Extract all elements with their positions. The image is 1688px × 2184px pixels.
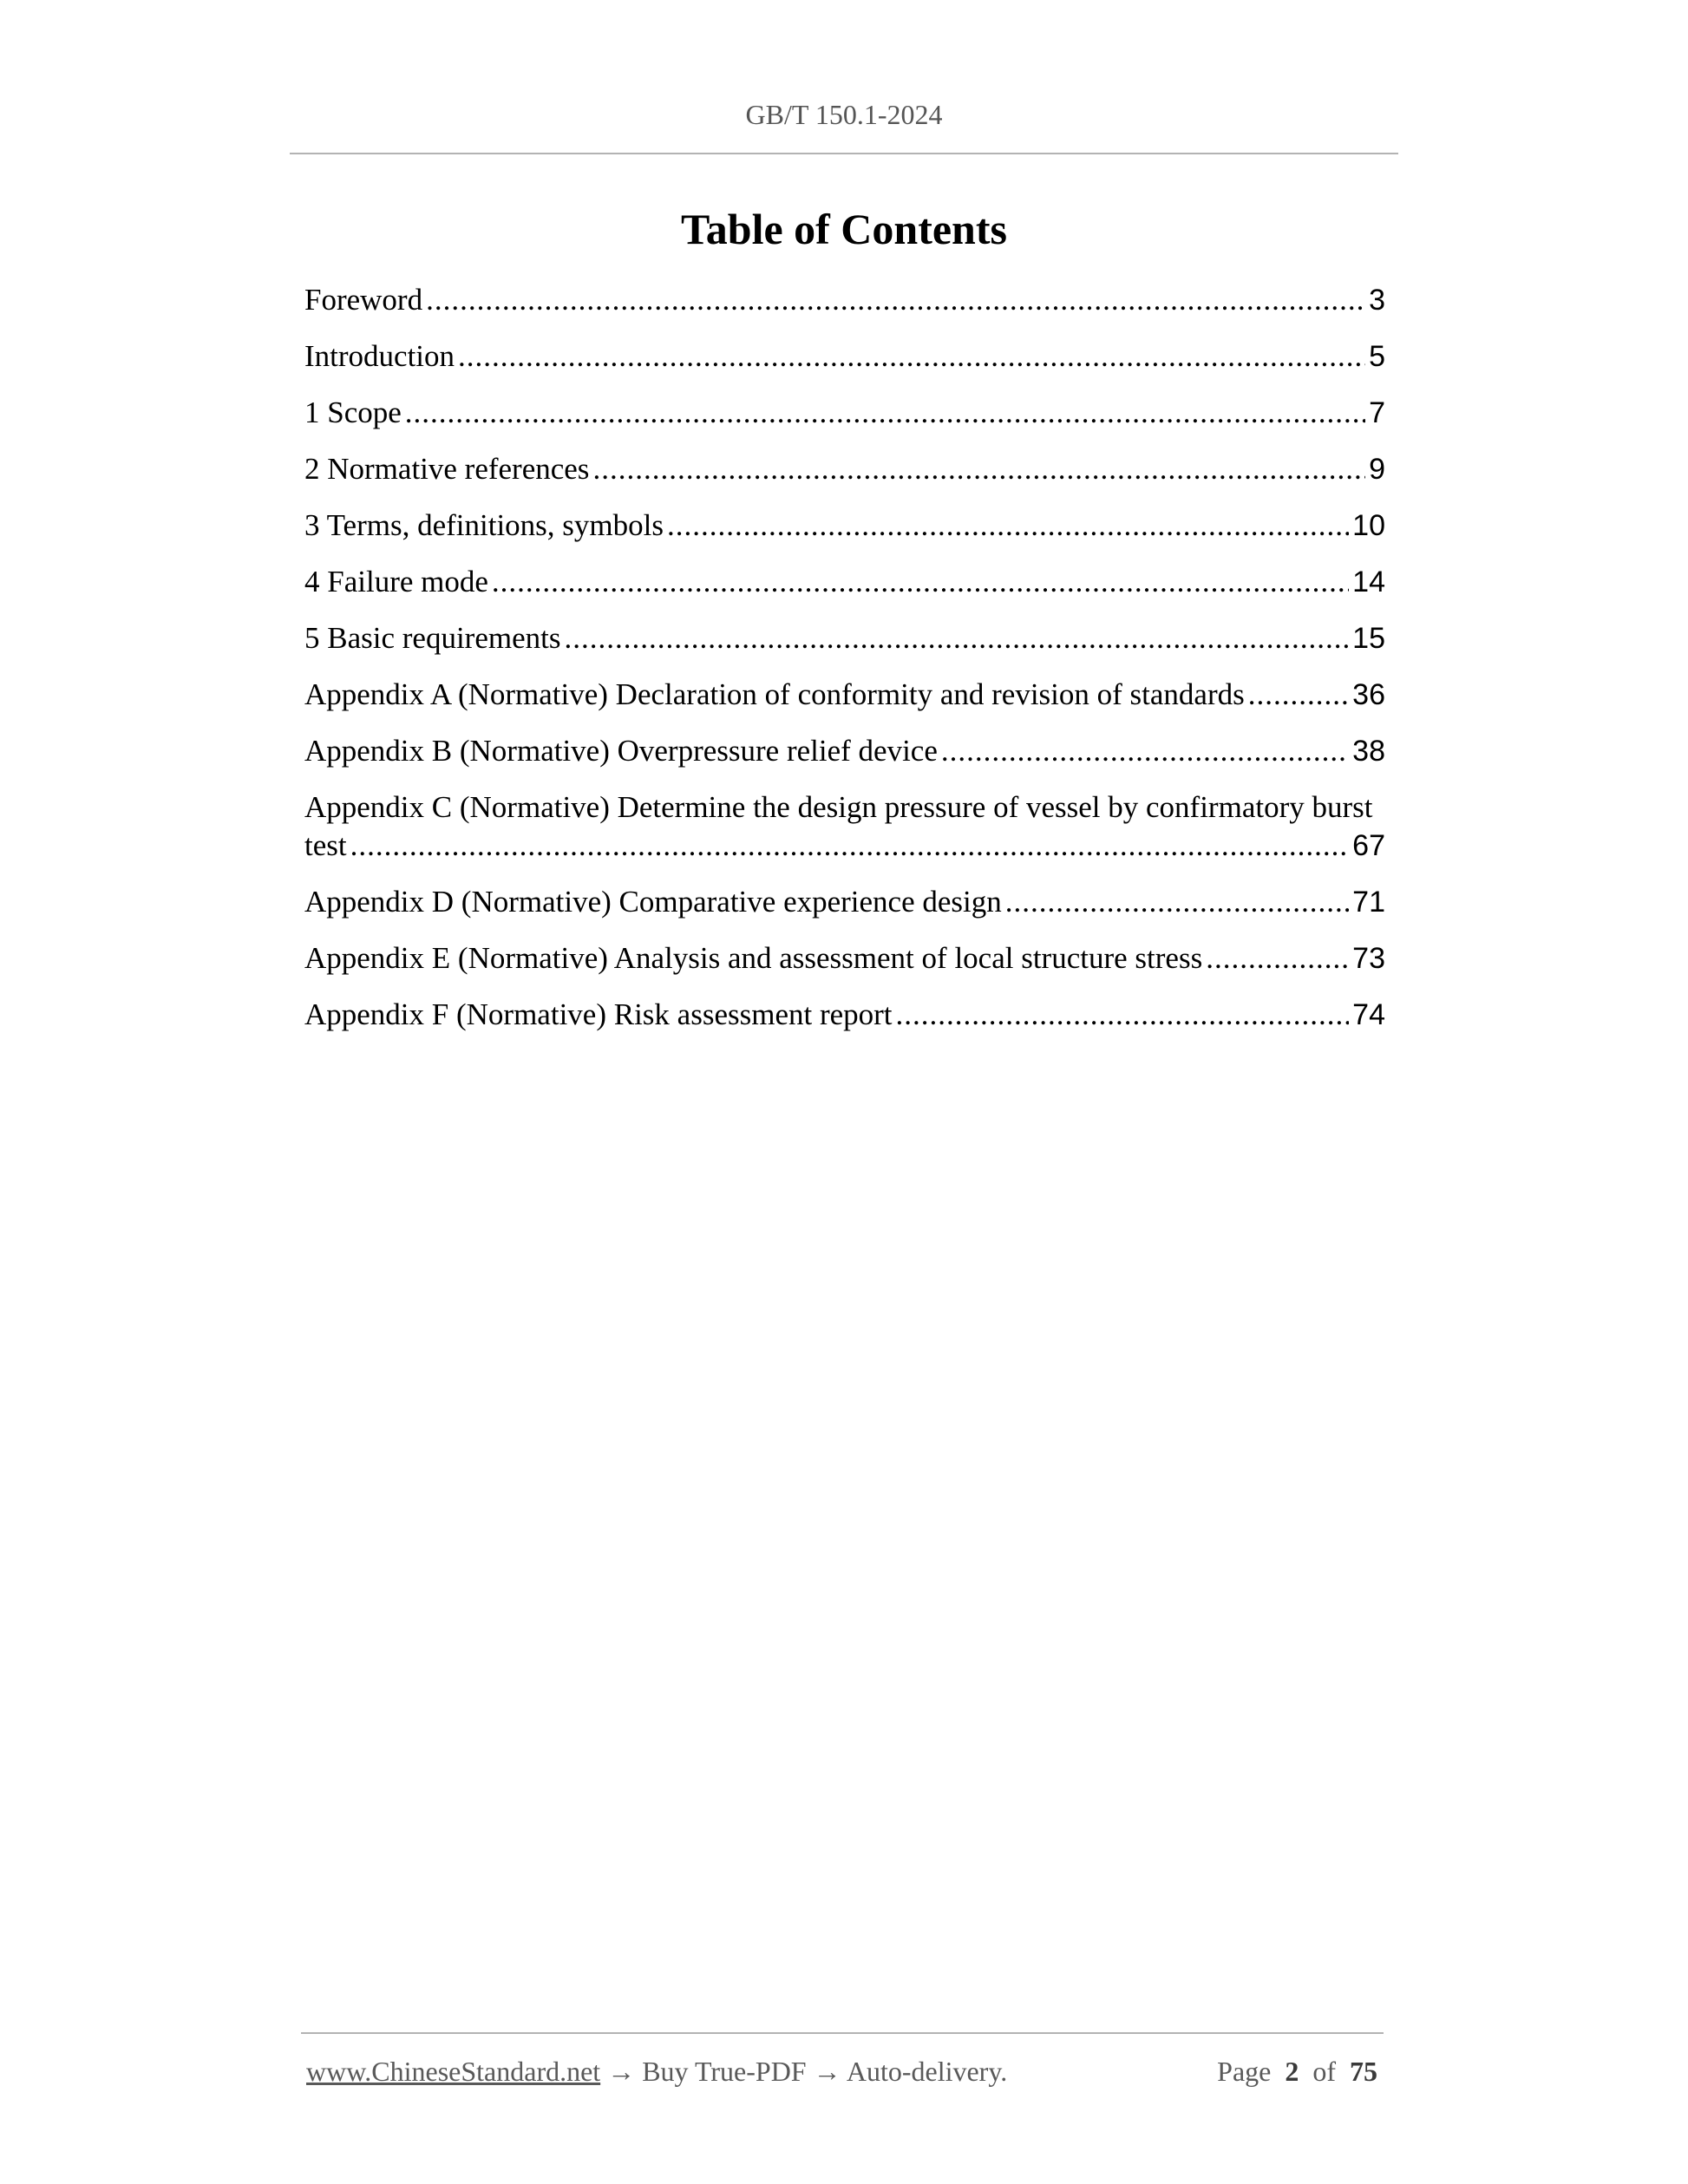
toc-entry-appendix-e[interactable]: [304, 939, 1385, 978]
toc-entry-page: 36: [1352, 678, 1385, 711]
toc-leader-dots: [492, 563, 1349, 601]
toc-leader-dots: [1248, 676, 1349, 714]
toc-entry-page: 10: [1352, 509, 1385, 542]
toc-entry-label: 3 Terms, definitions, symbols: [304, 508, 664, 542]
toc-leader-dots: [405, 394, 1365, 432]
auto-delivery-text: Auto-delivery.: [846, 2056, 1008, 2087]
page-number: [1217, 2054, 1377, 2089]
toc-leader-dots: [1005, 883, 1349, 921]
toc-entry-continuation: [304, 827, 1385, 865]
footer-divider: [301, 2032, 1384, 2034]
toc-entry-label: Appendix D (Normative) Comparative experience design: [304, 885, 1002, 919]
toc-entry-page: 73: [1352, 942, 1385, 975]
toc-entry-terms-definitions[interactable]: [304, 507, 1385, 545]
toc-entry-label: Appendix C (Normative) Determine the design pressure of vessel by confirmatory burst: [304, 790, 1373, 824]
toc-entry-introduction[interactable]: [304, 337, 1385, 376]
toc-leader-dots: [896, 996, 1350, 1034]
of-label: of: [1312, 2056, 1336, 2087]
toc-entry-page: 67: [1352, 829, 1385, 862]
toc-entry-page: 38: [1352, 735, 1385, 768]
toc-entry-appendix-f[interactable]: [304, 996, 1385, 1034]
toc-entry-label: Appendix B (Normative) Overpressure relief device: [304, 734, 938, 768]
toc-entry-page: 9: [1369, 453, 1385, 486]
toc-entry-label: 1 Scope: [304, 396, 402, 429]
toc-entry-basic-requirements[interactable]: [304, 619, 1385, 657]
toc-leader-dots: [1206, 939, 1349, 978]
footer-promo: [306, 2054, 1007, 2089]
toc-entry-appendix-c[interactable]: [304, 788, 1385, 865]
toc-entry-label: 4 Failure mode: [304, 565, 488, 598]
toc-entry-label: 2 Normative references: [304, 452, 590, 486]
toc-leader-dots: [458, 337, 1365, 376]
toc-entry-normative-references[interactable]: [304, 450, 1385, 488]
toc-entry-label-continued: test: [304, 828, 347, 862]
toc-entry-failure-mode[interactable]: [304, 563, 1385, 601]
toc-entry-label: 5 Basic requirements: [304, 621, 561, 655]
website-link[interactable]: www.ChineseStandard.net: [306, 2056, 601, 2087]
toc-entry-page: 14: [1352, 566, 1385, 598]
total-pages-number: 75: [1350, 2056, 1377, 2087]
toc-leader-dots: [564, 619, 1349, 657]
toc-entry-page: 74: [1352, 998, 1385, 1031]
toc-entry-label: Appendix A (Normative) Declaration of conformity and revision of standards: [304, 677, 1245, 711]
toc-entry-appendix-b[interactable]: [304, 732, 1385, 770]
toc-entry-appendix-a[interactable]: [304, 676, 1385, 714]
buy-true-pdf-text: Buy True-PDF: [642, 2056, 807, 2087]
header-divider: [290, 153, 1398, 154]
table-of-contents: [304, 281, 1385, 1052]
toc-entry-page: 5: [1369, 340, 1385, 373]
toc-leader-dots: [941, 732, 1349, 770]
toc-entry-page: 3: [1369, 284, 1385, 317]
toc-entry-label: Foreword: [304, 283, 423, 317]
toc-entry-appendix-d[interactable]: [304, 883, 1385, 921]
toc-title: Table of Contents: [681, 205, 1007, 253]
page-label: Page: [1217, 2056, 1272, 2087]
document-code-header: GB/T 150.1-2024: [745, 99, 943, 130]
toc-entry-label: Appendix F (Normative) Risk assessment report: [304, 997, 893, 1031]
toc-leader-dots: [426, 281, 1365, 319]
toc-entry-scope[interactable]: [304, 394, 1385, 432]
arrow-right-icon: →: [813, 2056, 841, 2087]
arrow-right-icon: →: [607, 2056, 636, 2087]
toc-entry-page: 7: [1369, 396, 1385, 429]
toc-entry-label: Appendix E (Normative) Analysis and assessment of local structure stress: [304, 941, 1203, 975]
toc-entry-label: Introduction: [304, 339, 455, 373]
toc-entry-page: 15: [1352, 622, 1385, 655]
toc-entry-page: 71: [1352, 886, 1385, 919]
toc-leader-dots: [592, 450, 1365, 488]
toc-entry-foreword[interactable]: [304, 281, 1385, 319]
current-page-number: 2: [1285, 2056, 1299, 2087]
toc-leader-dots: [667, 507, 1349, 545]
toc-leader-dots: [350, 827, 1350, 865]
